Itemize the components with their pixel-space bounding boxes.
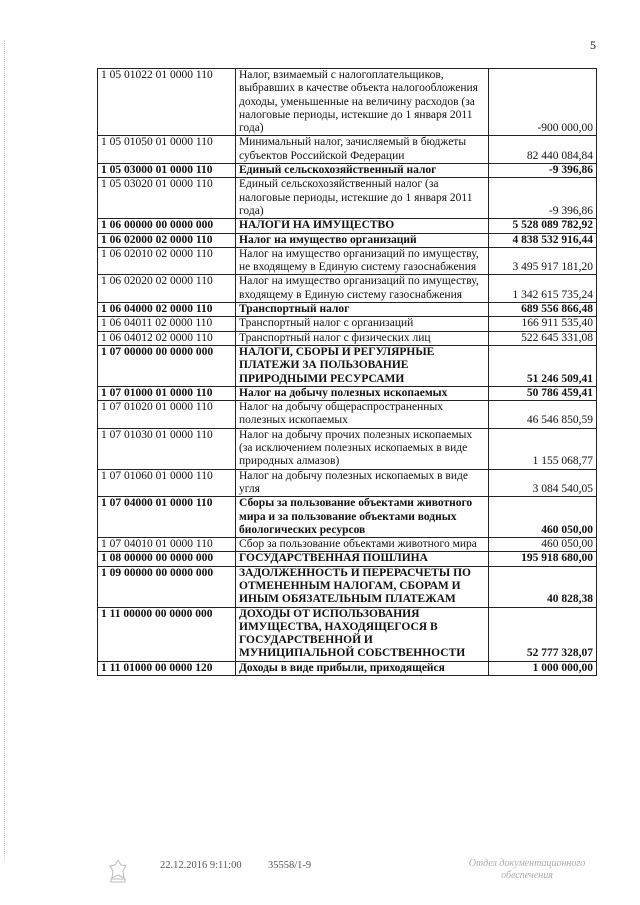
code-cell: 1 05 01022 01 0000 110 bbox=[98, 69, 236, 136]
amount-cell: 522 645 331,08 bbox=[489, 331, 597, 345]
amount-cell: 40 828,38 bbox=[489, 566, 597, 607]
code-cell: 1 06 04012 02 0000 110 bbox=[98, 331, 236, 345]
name-cell: Сборы за пользование объектами животного мира и за пользование объектами водных биологических ресурсов bbox=[236, 497, 489, 538]
amount-cell: -9 396,86 bbox=[489, 178, 597, 219]
table-row bbox=[98, 219, 597, 233]
code-cell: 1 05 01050 01 0000 110 bbox=[98, 136, 236, 164]
amount-cell: 5 528 089 782,92 bbox=[489, 219, 597, 233]
amount-cell: 3 084 540,05 bbox=[489, 469, 597, 497]
table-row bbox=[98, 317, 597, 331]
code-cell: 1 06 00000 00 0000 000 bbox=[98, 219, 236, 233]
name-cell: Единый сельскохозяйственный налог (за налоговые периоды, истекшие до 1 января 2011 года) bbox=[236, 178, 489, 219]
table-row bbox=[98, 303, 597, 317]
table-row bbox=[98, 566, 597, 607]
table-row bbox=[98, 178, 597, 219]
table-row bbox=[98, 552, 597, 566]
amount-cell: 1 155 068,77 bbox=[489, 428, 597, 469]
table-row bbox=[98, 331, 597, 345]
table-row bbox=[98, 247, 597, 275]
name-cell: Единый сельскохозяйственный налог bbox=[236, 164, 489, 178]
code-cell: 1 07 00000 00 0000 000 bbox=[98, 345, 236, 386]
name-cell: Налог на имущество организаций bbox=[236, 233, 489, 247]
amount-cell: 1 342 615 735,24 bbox=[489, 275, 597, 303]
name-cell: Налог на имущество организаций по имуществу, не входящему в Единую систему газоснабжения bbox=[236, 247, 489, 275]
amount-cell: -9 396,86 bbox=[489, 164, 597, 178]
table-row bbox=[98, 661, 597, 675]
name-cell: Налог на добычу общераспространенных полезных ископаемых bbox=[236, 401, 489, 429]
table-row bbox=[98, 164, 597, 178]
amount-cell: 3 495 917 181,20 bbox=[489, 247, 597, 275]
amount-cell: 4 838 532 916,44 bbox=[489, 233, 597, 247]
amount-cell: 460 050,00 bbox=[489, 497, 597, 538]
name-cell: ДОХОДЫ ОТ ИСПОЛЬЗОВАНИЯ ИМУЩЕСТВА, НАХОДЯЩЕГОСЯ В ГОСУДАРСТВЕННОЙ И МУНИЦИПАЛЬНОЙ СОБСТВЕННОСТИ bbox=[236, 607, 489, 661]
code-cell: 1 08 00000 00 0000 000 bbox=[98, 552, 236, 566]
amount-cell: 50 786 459,41 bbox=[489, 386, 597, 400]
table-row bbox=[98, 497, 597, 538]
name-cell: ГОСУДАРСТВЕННАЯ ПОШЛИНА bbox=[236, 552, 489, 566]
code-cell: 1 06 04011 02 0000 110 bbox=[98, 317, 236, 331]
page-footer bbox=[0, 858, 640, 898]
code-cell: 1 09 00000 00 0000 000 bbox=[98, 566, 236, 607]
budget-revenue-table bbox=[97, 68, 597, 676]
code-cell: 1 06 04000 02 0000 110 bbox=[98, 303, 236, 317]
footer-date: 22.12.2016 9:11:00 bbox=[160, 860, 242, 871]
code-cell: 1 11 01000 00 0000 120 bbox=[98, 661, 236, 675]
footer-note-line-1: Отдел документационного bbox=[468, 858, 586, 869]
code-cell: 1 07 01000 01 0000 110 bbox=[98, 386, 236, 400]
table-row bbox=[98, 386, 597, 400]
code-cell: 1 07 01020 01 0000 110 bbox=[98, 401, 236, 429]
amount-cell: -900 000,00 bbox=[489, 69, 597, 136]
code-cell: 1 06 02010 02 0000 110 bbox=[98, 247, 236, 275]
table-row bbox=[98, 401, 597, 429]
code-cell: 1 07 04010 01 0000 110 bbox=[98, 538, 236, 552]
scan-edge-marks bbox=[4, 40, 7, 860]
amount-cell: 51 246 509,41 bbox=[489, 345, 597, 386]
amount-cell: 52 777 328,07 bbox=[489, 607, 597, 661]
amount-cell: 460 050,00 bbox=[489, 538, 597, 552]
footer-document-number: 35558/1-9 bbox=[268, 860, 312, 871]
amount-cell: 689 556 866,48 bbox=[489, 303, 597, 317]
name-cell: Налог на добычу полезных ископаемых в виде угля bbox=[236, 469, 489, 497]
table-row bbox=[98, 275, 597, 303]
code-cell: 1 06 02020 02 0000 110 bbox=[98, 275, 236, 303]
emblem-icon bbox=[107, 858, 129, 887]
table-row bbox=[98, 69, 597, 136]
footer-department-note bbox=[452, 858, 602, 882]
page-number: 5 bbox=[590, 38, 596, 52]
code-cell: 1 06 02000 02 0000 110 bbox=[98, 233, 236, 247]
name-cell: Минимальный налог, зачисляемый в бюджеты субъектов Российской Федерации bbox=[236, 136, 489, 164]
name-cell: ЗАДОЛЖЕННОСТЬ И ПЕРЕРАСЧЕТЫ ПО ОТМЕНЕННЫМ НАЛОГАМ, СБОРАМ И ИНЫМ ОБЯЗАТЕЛЬНЫМ ПЛАТЕЖАМ bbox=[236, 566, 489, 607]
code-cell: 1 07 04000 01 0000 110 bbox=[98, 497, 236, 538]
name-cell: Налог на добычу прочих полезных ископаемых (за исключением полезных ископаемых в виде природных алмазов) bbox=[236, 428, 489, 469]
table-row bbox=[98, 607, 597, 661]
amount-cell: 82 440 084,84 bbox=[489, 136, 597, 164]
name-cell: Доходы в виде прибыли, приходящейся bbox=[236, 661, 489, 675]
amount-cell: 166 911 535,40 bbox=[489, 317, 597, 331]
table-row bbox=[98, 345, 597, 386]
code-cell: 1 07 01030 01 0000 110 bbox=[98, 428, 236, 469]
code-cell: 1 11 00000 00 0000 000 bbox=[98, 607, 236, 661]
name-cell: НАЛОГИ, СБОРЫ И РЕГУЛЯРНЫЕ ПЛАТЕЖИ ЗА ПОЛЬЗОВАНИЕ ПРИРОДНЫМИ РЕСУРСАМИ bbox=[236, 345, 489, 386]
name-cell: НАЛОГИ НА ИМУЩЕСТВО bbox=[236, 219, 489, 233]
table-row bbox=[98, 428, 597, 469]
name-cell: Транспортный налог bbox=[236, 303, 489, 317]
footer-note-line-2: обеспечения bbox=[501, 870, 553, 881]
name-cell: Налог на добычу полезных ископаемых bbox=[236, 386, 489, 400]
name-cell: Налог, взимаемый с налогоплательщиков, выбравших в качестве объекта налогообложения доходы, уменьшенные на величину расходов (за налоговые периоды, истекшие до 1 января 2011 года) bbox=[236, 69, 489, 136]
code-cell: 1 05 03000 01 0000 110 bbox=[98, 164, 236, 178]
name-cell: Транспортный налог с организаций bbox=[236, 317, 489, 331]
name-cell: Транспортный налог с физических лиц bbox=[236, 331, 489, 345]
name-cell: Сбор за пользование объектами животного мира bbox=[236, 538, 489, 552]
amount-cell: 1 000 000,00 bbox=[489, 661, 597, 675]
amount-cell: 195 918 680,00 bbox=[489, 552, 597, 566]
table-row bbox=[98, 233, 597, 247]
code-cell: 1 07 01060 01 0000 110 bbox=[98, 469, 236, 497]
amount-cell: 46 546 850,59 bbox=[489, 401, 597, 429]
table-row bbox=[98, 469, 597, 497]
name-cell: Налог на имущество организаций по имуществу, входящему в Единую систему газоснабжения bbox=[236, 275, 489, 303]
table-row bbox=[98, 136, 597, 164]
code-cell: 1 05 03020 01 0000 110 bbox=[98, 178, 236, 219]
table-row bbox=[98, 538, 597, 552]
